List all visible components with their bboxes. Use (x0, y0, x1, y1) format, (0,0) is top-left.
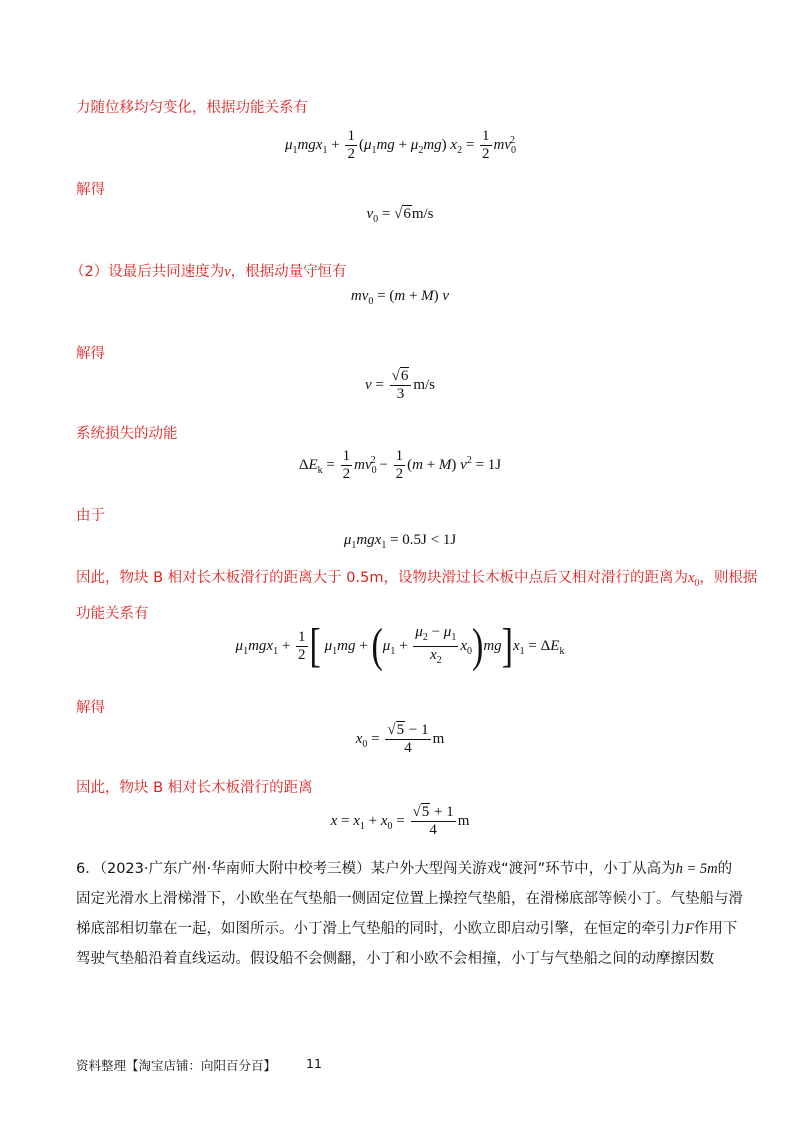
equation-v: v = $\frac{√6}{3}$ m/s (364, 368, 436, 402)
text-solve-1: 解得 (76, 182, 105, 198)
footer-label: 资料整理【淘宝店铺：向阳百分百】 (76, 1058, 277, 1073)
text-solve-2: 解得 (76, 346, 105, 362)
equation-x: $x = x_1 + x_0$ = $\frac{√5 + 1}{4}$ m (330, 804, 470, 838)
equation-momentum: $mv_0 = (m + M)$ v (350, 288, 450, 307)
problem-6-line-4: 驾驶气垫船沿着直线运动。假设船不会侧翻，小丁和小欧不会相撞，小丁与气垫船之间的动摩擦因数 (76, 951, 714, 967)
text-work-energy-1: 力随位移均匀变化，根据功能关系有 (76, 100, 308, 116)
equation-delta-ek: $\Delta E_k$ = $\frac{1}{2}$ $mv_0^2$ − $\frac{1}{2}$ (m + M) $v^2 = 1J$ (298, 448, 502, 482)
text-part-2: （2）设最后共同速度为v，根据动量守恒有 (70, 264, 347, 280)
page-number: 11 (306, 1056, 322, 1071)
problem-6 (76, 854, 743, 974)
text-therefore-1: 因此，物块 B 相对长木板滑行的距离大于 0.5m，设物块滑过长木板中点后又相对滑行的距离为$x_0$，则根据 功能关系有 (76, 570, 758, 622)
text-energy-loss: 系统损失的动能 (76, 426, 178, 442)
text-solve-3: 解得 (76, 700, 105, 716)
text-therefore-2: 因此，物块 B 相对长木板滑行的距离 (76, 780, 313, 796)
equation-inequality: $\mu_1mgx_1 = 0.5J < 1J$ (343, 532, 457, 551)
problem-6-line-3: 梯底部相切靠在一起，如图所示。小丁滑上气垫船的同时，小欧立即启动引擎，在恒定的牵引力F作用下 (76, 921, 738, 937)
equation-work-energy-2: $\mu_1mgx_1$ + $\frac{1}{2}$ [ $\mu_1mg + (\mu_1$ + $\frac{\mu_2 - \mu_1}{x_2}$ $x_0)mg]x_1 = \Delta E_k$ (235, 619, 565, 672)
problem-6-line-2: 固定光滑水上滑梯滑下，小欧坐在气垫船一侧固定位置上操控气垫船，在滑梯底部等候小丁。气垫船与滑 (76, 891, 743, 907)
problem-6-line-1: 6．（2023·广东广州·华南师大附中校考三模）某户外大型闯关游戏“渡河”环节中，小丁从高为h = 5m的 (76, 861, 733, 877)
equation-x0: $x_0$ = $\frac{√5 - 1}{4}$ m (355, 722, 445, 756)
text-because: 由于 (76, 508, 105, 524)
equation-work-energy-1: $\mu_1mgx_1$ + $\frac{1}{2}$ $(\mu_1mg + \mu_2mg) x_2$ = $\frac{1}{2}$ $mv_0^2$ (284, 128, 517, 162)
equation-v0: $v_0 = √6m/s$ (366, 206, 434, 225)
